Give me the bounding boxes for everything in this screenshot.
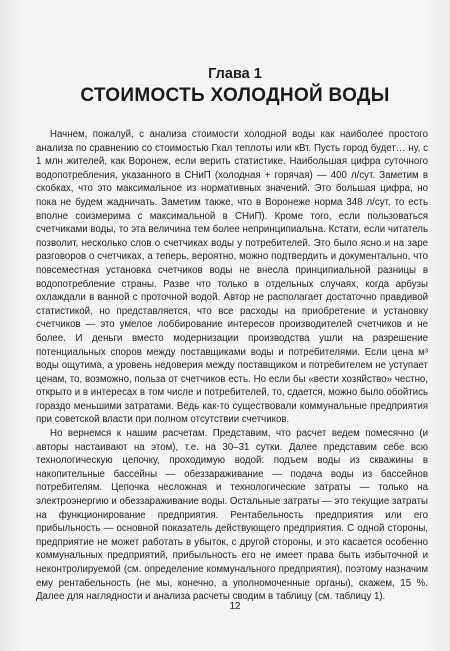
page-number: 12: [229, 601, 241, 612]
chapter-number: Глава 1: [208, 66, 262, 82]
paragraph-1: Начнем, пожалуй, с анализа стоимости холодной воды как наиболее простого анализа по сравнению со стоимостью Гкал теплоты или кВт. Пусть город будет… ну, с 1 млн жителей, как Воронеж, если верить статистике. Наибольшая цифра суточного водопотребления, указанного в СНиП (холодная + горячая) — 400 л/сут. Заметим в скобках, что это максимальное из нормативных значений. Это большая цифра, но пока не будем жадничать. Заметим также, что в Воронеже норма 348 л/сут, то есть вполне соизмерима с максимальной в СНиП). Кроме того, если пользоваться счетчиками воды, то эта величина тем более непринципиальна. Кстати, если читатель позволит, несколько слов о счетчиках воды у потребителей. Это было ясно и на заре разговоров о счетчиках, а теперь, вероятно, можно подтвердить и документально, что повсеместная установка счетчиков воды не внесла принципиальной разницы в водопотребление страны. Разве что только в отдельных случаях, когда арбузы охлаждали в ванной с проточной водой. Автор не располагает достаточно правдивой статистикой, но представляется, что все расходы на приобретение и установку счетчиков — это умелое лоббирование интересов производителей счетчиков и не более. И деньги вместо модернизации производства ушли на разрешение потенциальных споров между поставщиками воды и потребителями. Если цена м³ воды ощутима, а уровень недоверия между поставщиком и потребителем не уступает ценам, то, возможно, польза от счетчиков есть. Но если бы «вести хозяйство» честно, открыто и в интересах в том числе и потребителей, то, сдается, можно было обойтись гораздо меньшими затратами. Ведь как-то существовали коммунальные предприятия при советской власти при полном отсутствии счетчиков.: [36, 129, 428, 426]
paragraph-2: Но вернемся к нашим расчетам. Представим, что расчет ведем помесячно (и авторы настаивают на этом), т.е. на 30–31 сутки. Далее представим себе всю технологическую цепочку, проходимую водой: подъем воды из скважины в накопительные бассейны — обеззараживание — подача воды из бассейнов потребителям. Цепочка несложная и технологические затраты — только на электроэнергию и обеззараживание воды. Остальные затраты — это текущие затраты на функционирование предприятия. Рентабельность предприятия или его прибыльность — основной показатель действующего предприятия. С одной стороны, предприятие не может работать в убыток, с другой стороны, и это касается особенно коммунальных предприятий, прибыльность его не имеет права быть избыточной и неконтролируемой (см. определение коммунального предприятия), поэтому назначим ему рентабельность (не мы, конечно, а уполномоченные органы), скажем, 15 %. Далее для наглядности и анализа расчеты сводим в таблицу (см. таблицу 1).: [36, 428, 428, 603]
body-text: [36, 128, 428, 604]
chapter-title: СТОИМОСТЬ ХОЛОДНОЙ ВОДЫ: [80, 85, 390, 106]
